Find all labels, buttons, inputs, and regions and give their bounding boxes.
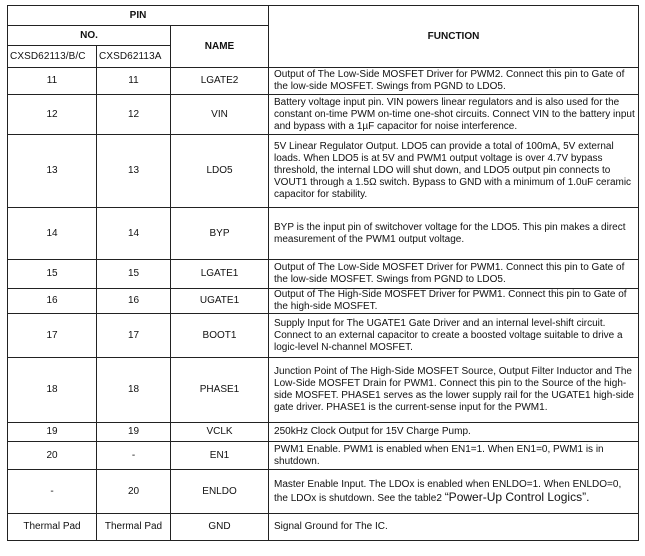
pin-function-table	[7, 5, 639, 541]
table-row	[8, 289, 639, 314]
pin-no-bc: 14	[8, 208, 97, 260]
pin-name: VIN	[171, 95, 269, 135]
pin-no-a: 18	[97, 358, 171, 423]
table-row	[8, 135, 639, 208]
pin-function: Output of The High-Side MOSFET Driver for PWM1. Connect this pin to Gate of the high-side MOSFET.	[269, 289, 639, 314]
pin-no-a: 11	[97, 68, 171, 95]
pin-header: PIN	[8, 6, 269, 26]
pin-function: Signal Ground for The IC.	[269, 514, 639, 541]
pin-no-a: Thermal Pad	[97, 514, 171, 541]
pin-no-bc: 15	[8, 260, 97, 289]
pin-name: VCLK	[171, 423, 269, 442]
pin-name: LGATE1	[171, 260, 269, 289]
pin-function: Junction Point of The High-Side MOSFET Source, Output Filter Inductor and The Low-Side MOSFET Drain for PWM1. Connect this pin to the Source of the high-side MOSFET. PHASE1 serves as the lower supply rail for the UGATE1 high-side gate driver. PHASE1 is the current-sense input for the PWM1.	[269, 358, 639, 423]
pin-no-bc: -	[8, 470, 97, 514]
pin-no-a: 20	[97, 470, 171, 514]
table-row	[8, 514, 639, 541]
table-row	[8, 423, 639, 442]
pin-no-bc: 17	[8, 314, 97, 358]
pin-no-a: 15	[97, 260, 171, 289]
pin-no-bc: Thermal Pad	[8, 514, 97, 541]
pin-no-a: 16	[97, 289, 171, 314]
pin-name: BYP	[171, 208, 269, 260]
pin-function: BYP is the input pin of switchover voltage for the LDO5. This pin makes a direct measurement of the PWM1 output voltage.	[269, 208, 639, 260]
table-row	[8, 442, 639, 470]
no-header: NO.	[8, 26, 171, 46]
pin-name: ENLDO	[171, 470, 269, 514]
pin-name: LDO5	[171, 135, 269, 208]
pin-name: UGATE1	[171, 289, 269, 314]
table-row	[8, 95, 639, 135]
pin-no-bc: 11	[8, 68, 97, 95]
part-col-b-c-header: CXSD62113/B/C	[8, 46, 97, 68]
pin-function: PWM1 Enable. PWM1 is enabled when EN1=1. When EN1=0, PWM1 is in shutdown.	[269, 442, 639, 470]
table-row	[8, 260, 639, 289]
name-header: NAME	[171, 26, 269, 68]
pin-name: PHASE1	[171, 358, 269, 423]
pin-no-a: 13	[97, 135, 171, 208]
pin-no-a: 12	[97, 95, 171, 135]
pin-function-reference: “Power-Up Control Logics”.	[444, 489, 590, 504]
pin-function: Output of The Low-Side MOSFET Driver for PWM2. Connect this pin to Gate of the low-side MOSFET. Swings from PGND to LDO5.	[269, 68, 639, 95]
pin-function: Output of The Low-Side MOSFET Driver for PWM1. Connect this pin to Gate of the low-side MOSFET. Swings from PGND to LDO5.	[269, 260, 639, 289]
pin-function: Supply Input for The UGATE1 Gate Driver and an internal level-shift circuit. Connect to an external capacitor to create a boosted voltage suitable to drive a logic-level N-channel MOSFET.	[269, 314, 639, 358]
pin-function-text: Master Enable Input. The LDOx is enabled when ENLDO=1. When ENLDO=0, the LDOx is shutdown. See the table2	[274, 478, 622, 504]
table-row	[8, 208, 639, 260]
pin-name: LGATE2	[171, 68, 269, 95]
pin-name: BOOT1	[171, 314, 269, 358]
function-header: FUNCTION	[269, 6, 639, 68]
pin-function	[269, 470, 639, 514]
table-row	[8, 470, 639, 514]
table-row	[8, 358, 639, 423]
table-row	[8, 314, 639, 358]
pin-function: Battery voltage input pin. VIN powers linear regulators and is also used for the constant on-time PWM on-time one-shot circuits. Connect VIN to the battery input and bypass with a 1µF capacitor for noise interference.	[269, 95, 639, 135]
pin-name: GND	[171, 514, 269, 541]
pin-no-bc: 12	[8, 95, 97, 135]
pin-no-bc: 20	[8, 442, 97, 470]
part-col-a-header: CXSD62113A	[97, 46, 171, 68]
pin-no-bc: 13	[8, 135, 97, 208]
pin-no-a: 19	[97, 423, 171, 442]
pin-function: 5V Linear Regulator Output. LDO5 can provide a total of 100mA, 5V external loads. When LDO5 is at 5V and PWM1 output voltage is over 4.7V bypass threshold, the internal LDO will shut down, and LDO5 output pin connects to VOUT1 through a 1.5Ω switch. Bypass to GND with a minimum of 1.0uF ceramic capacitor for stability.	[269, 135, 639, 208]
pin-no-a: -	[97, 442, 171, 470]
pin-name: EN1	[171, 442, 269, 470]
pin-no-a: 14	[97, 208, 171, 260]
pin-no-bc: 16	[8, 289, 97, 314]
pin-function: 250kHz Clock Output for 15V Charge Pump.	[269, 423, 639, 442]
pin-no-a: 17	[97, 314, 171, 358]
pin-no-bc: 18	[8, 358, 97, 423]
pin-no-bc: 19	[8, 423, 97, 442]
table-row	[8, 68, 639, 95]
